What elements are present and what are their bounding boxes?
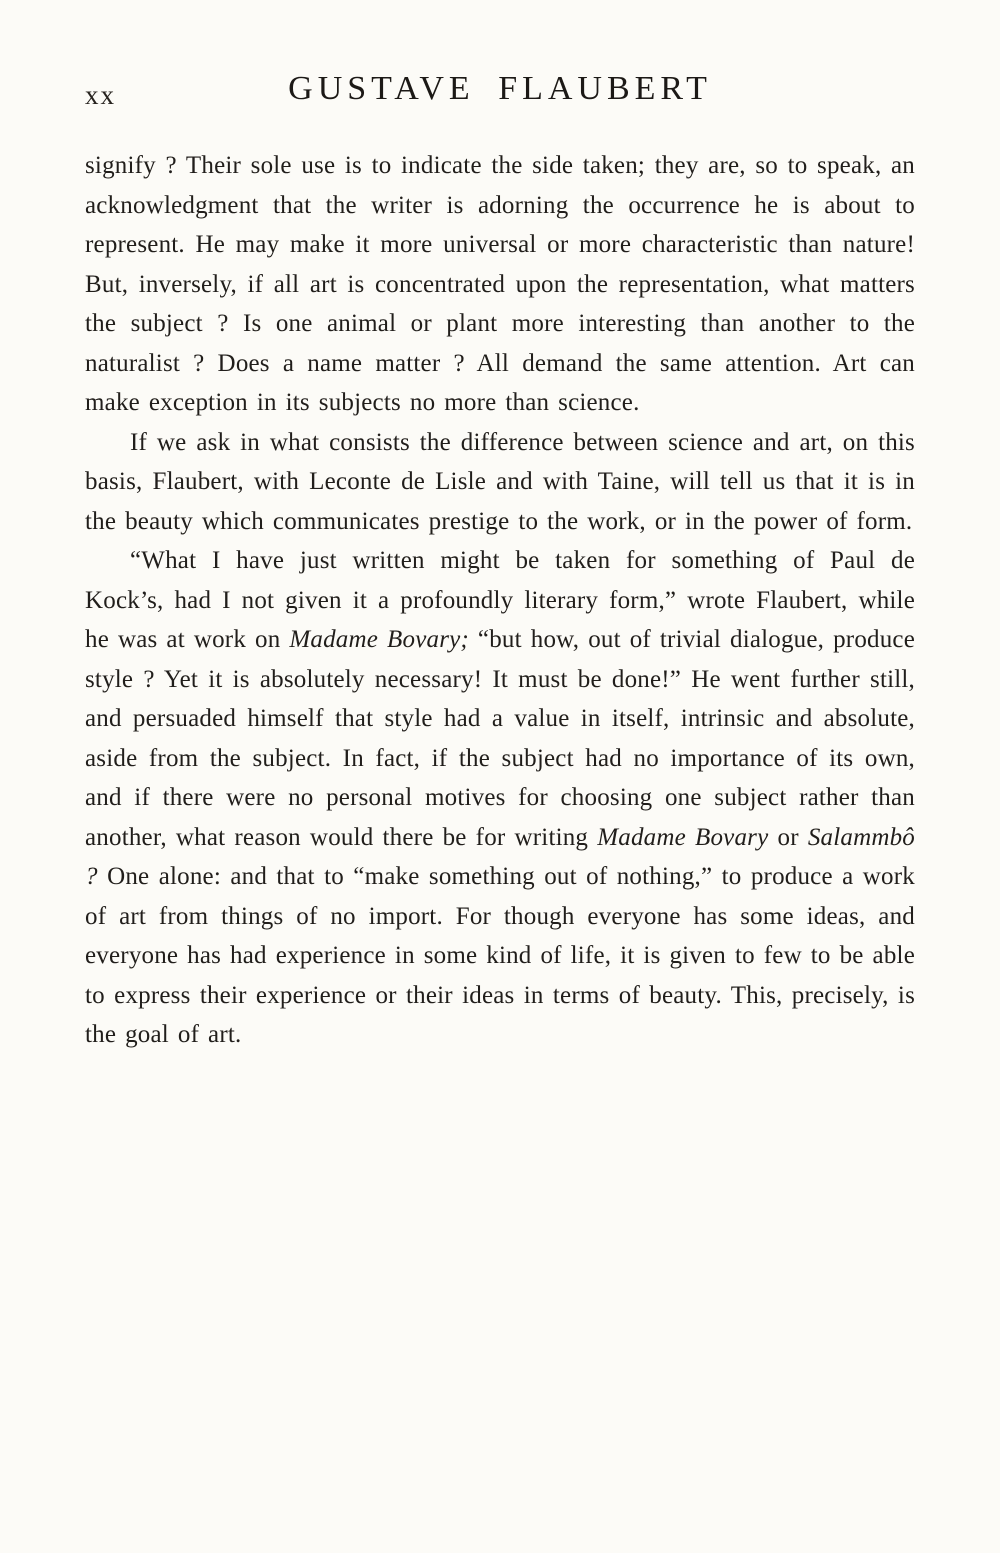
italic-text-run: Salammbô ? xyxy=(85,823,915,890)
text-run: One alone: and that to “make something out of nothing,” to produce a work of art from things of no import. For though everyone has some ideas, and everyone has had experience in some kind of life, it is given to few to be able to express their experience or their ideas in terms of beauty. This, precisely, is the goal of art. xyxy=(85,863,915,1048)
italic-text-run: Madame Bovary; xyxy=(289,626,469,653)
text-run: signify ? Their sole use is to indicate the side taken; they are, so to speak, an acknowledgment that the writer is adorning the occurrence he is about to represent. He may make it more universal or more characteristic than nature! But, inversely, if all art is concentrated upon the representation, what matters the subject ? Is one animal or plant more interesting than another to the naturalist ? Does a name matter ? All demand the same attention. Art can make exception in its subjects no more than science. xyxy=(85,152,915,416)
paragraph xyxy=(85,146,915,423)
page-header xyxy=(85,70,915,128)
page-number: xx xyxy=(85,80,116,110)
text-run: If we ask in what consists the difference between science and art, on this basis, Flaubert, with Leconte de Lisle and with Taine, will tell us that it is in the beauty which communicates prestige to the work, or in the power of form. xyxy=(85,428,915,535)
page-body xyxy=(85,146,915,1055)
paragraph xyxy=(85,541,915,1055)
text-run: “What I have just written might be taken for something of Paul de Kock’s, had I not given it a profoundly literary form,” wrote Flaubert, while he was at work on xyxy=(85,547,915,653)
text-run: “but how, out of trivial dialogue, produce style ? Yet it is absolutely necessary! It must be done!” He went further still, and persuaded himself that style had a value in itself, intrinsic and absolute, aside from the subject. In fact, if the subject had no importance of its own, and if there were no personal motives for choosing one subject rather than another, what reason would there be for writing xyxy=(85,626,916,851)
page-title: GUSTAVE FLAUBERT xyxy=(288,70,712,107)
paragraph xyxy=(85,423,915,542)
italic-text-run: Madame Bovary xyxy=(597,823,769,851)
text-run: or xyxy=(768,823,808,851)
